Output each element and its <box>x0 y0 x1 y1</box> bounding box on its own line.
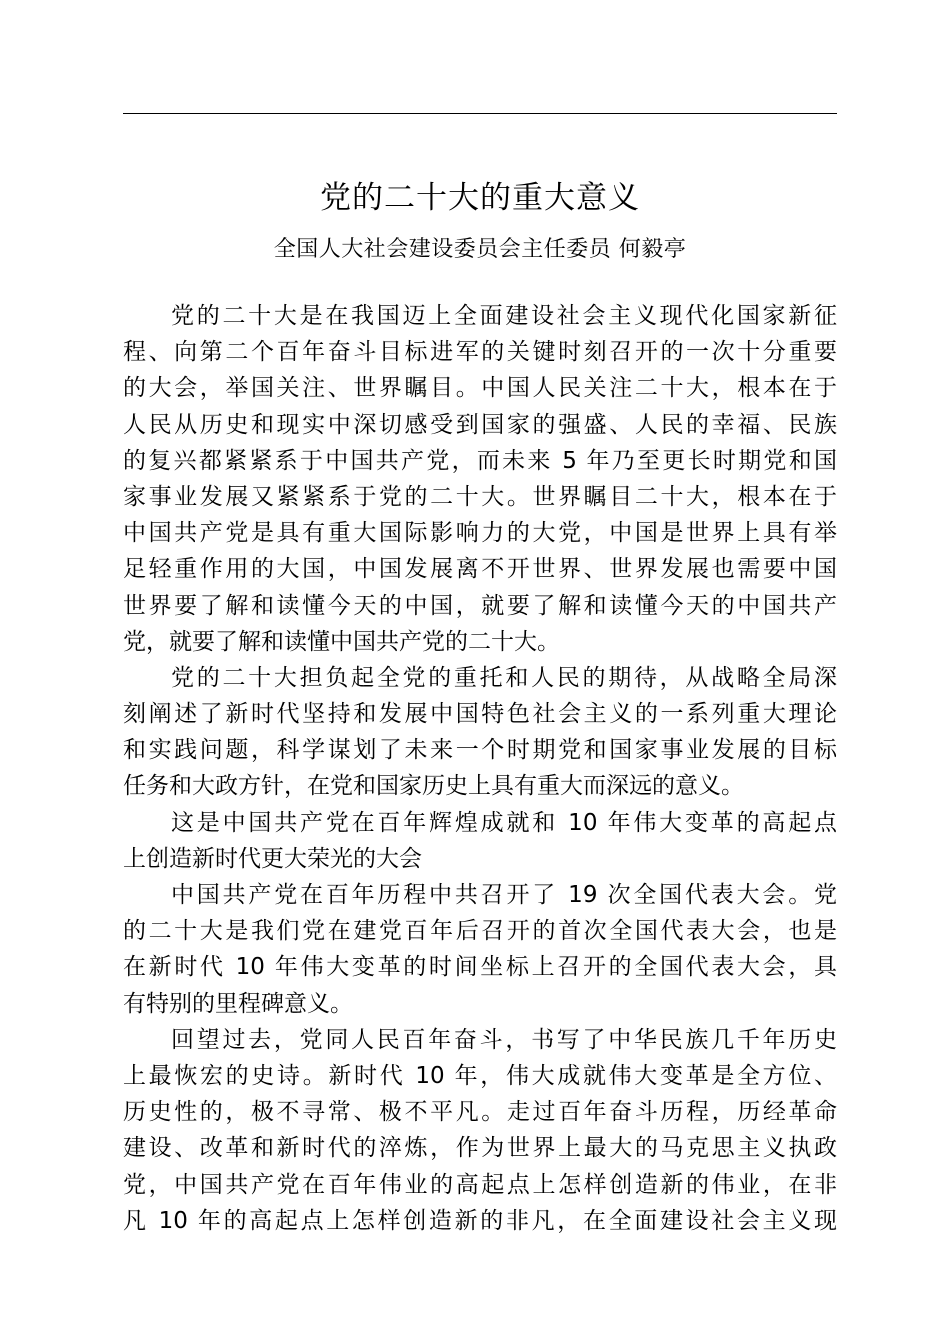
text-line: 历史性的，极不寻常、极不平凡。走过百年奋斗历程，历经革命 <box>123 1099 837 1126</box>
document-body <box>123 298 837 1239</box>
text-line: 在新时代 10 年伟大变革的时间坐标上召开的全国代表大会，具 <box>123 954 837 981</box>
author-byline: 全国人大社会建设委员会主任委员 何毅亭 <box>273 237 687 262</box>
section-heading-line: 上创造新时代更大荣光的大会 <box>123 845 422 872</box>
text-line: 回望过去，党同人民百年奋斗，书写了中华民族几千年历史 <box>171 1026 837 1053</box>
section-heading-line: 这是中国共产党在百年辉煌成就和 10 年伟大变革的高起点 <box>171 809 837 836</box>
text-line: 家事业发展又紧紧系于党的二十大。世界瞩目二十大，根本在于 <box>123 483 837 510</box>
text-line: 和实践问题，科学谋划了未来一个时期党和国家事业发展的目标 <box>123 737 837 764</box>
text-line: 程、向第二个百年奋斗目标进军的关键时刻召开的一次十分重要 <box>123 339 837 366</box>
text-line: 建设、改革和新时代的淬炼，作为世界上最大的马克思主义执政 <box>123 1135 837 1162</box>
text-line: 党的二十大担负起全党的重托和人民的期待，从战略全局深 <box>171 664 837 691</box>
text-line: 刻阐述了新时代坚持和发展中国特色社会主义的一系列重大理论 <box>123 701 837 728</box>
text-line: 的复兴都紧紧系于中国共产党，而未来 5 年乃至更长时期党和国 <box>123 447 837 474</box>
text-line: 人民从历史和现实中深切感受到国家的强盛、人民的幸福、民族 <box>123 411 837 438</box>
text-line: 凡 10 年的高起点上怎样创造新的非凡，在全面建设社会主义现 <box>123 1207 837 1234</box>
text-line: 的大会，举国关注、世界瞩目。中国人民关注二十大，根本在于 <box>123 375 837 402</box>
text-line: 有特别的里程碑意义。 <box>123 990 353 1017</box>
text-line: 任务和大政方针，在党和国家历史上具有重大而深远的意义。 <box>123 773 744 800</box>
text-line: 上最恢宏的史诗。新时代 10 年，伟大成就伟大变革是全方位、 <box>123 1062 837 1089</box>
text-line: 党的二十大是在我国迈上全面建设社会主义现代化国家新征 <box>171 303 837 329</box>
text-line: 中国共产党是具有重大国际影响力的大党，中国是世界上具有举 <box>123 520 837 547</box>
text-line: 的二十大是我们党在建党百年后召开的首次全国代表大会，也是 <box>123 918 837 945</box>
document-title: 党的二十大的重大意义 <box>320 180 640 216</box>
text-line: 党，中国共产党在百年伟业的高起点上怎样创造新的伟业，在非 <box>123 1171 837 1198</box>
text-line: 足轻重作用的大国，中国发展离不开世界、世界发展也需要中国 <box>123 556 837 583</box>
text-line: 世界要了解和读懂今天的中国，就要了解和读懂今天的中国共产 <box>123 592 837 619</box>
text-line: 中国共产党在百年历程中共召开了 19 次全国代表大会。党 <box>171 882 837 908</box>
header-rule <box>123 113 837 114</box>
text-line: 党，就要了解和读懂中国共产党的二十大。 <box>123 628 560 655</box>
